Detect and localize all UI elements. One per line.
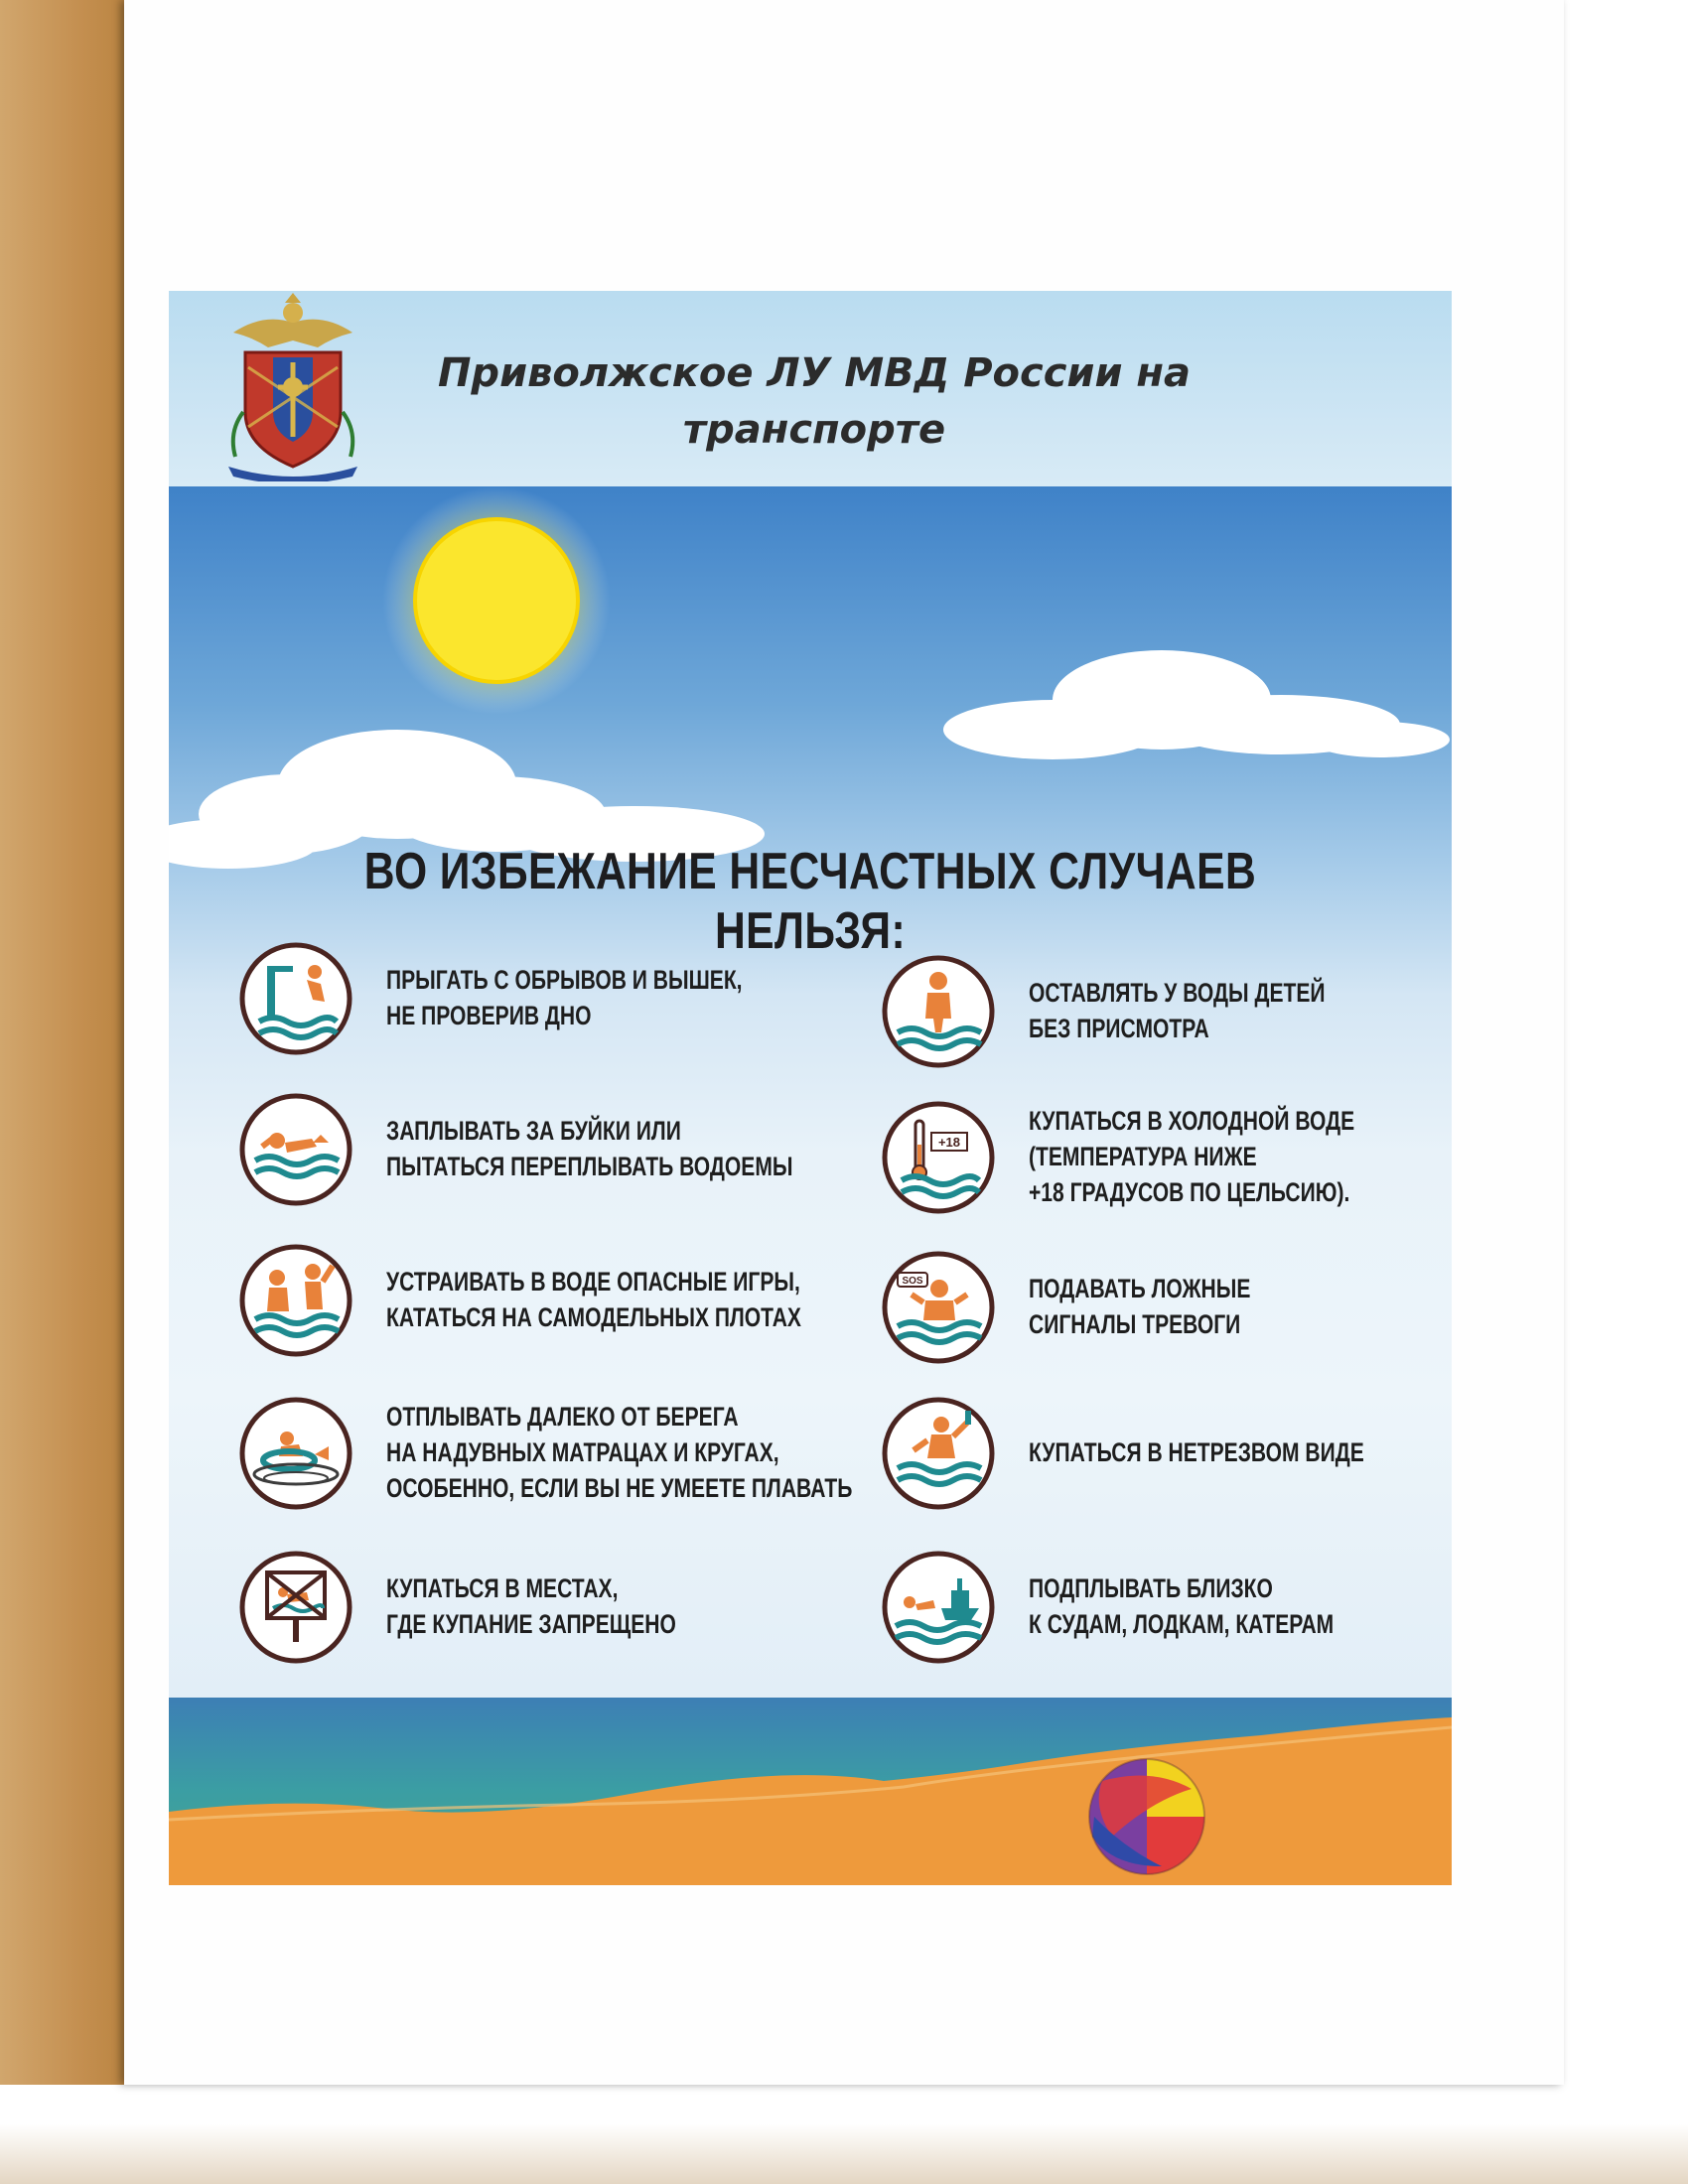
rule-item — [880, 1549, 1436, 1668]
rule-text: ПРЫГАТЬ С ОБРЫВОВ И ВЫШЕК, НЕ ПРОВЕРИВ ДНО — [386, 965, 743, 1030]
rule-item — [880, 1249, 1436, 1368]
diving-from-tower-icon — [237, 940, 354, 1057]
rule-text: КУПАТЬСЯ В ХОЛОДНОЙ ВОДЕ (ТЕМПЕРАТУРА НИЖЕ +18 ГРАДУСОВ ПО ЦЕЛЬСИЮ). — [1029, 1106, 1355, 1207]
wooden-surface-left — [0, 0, 134, 2085]
header-title: Приволжское ЛУ МВД России на транспорте — [437, 350, 1192, 453]
sos-label: SOS — [902, 1276, 923, 1287]
beach-scene — [169, 1698, 1452, 1885]
sun-icon — [415, 519, 578, 682]
rule-text: ЗАПЛЫВАТЬ ЗА БУЙКИ ИЛИ ПЫТАТЬСЯ ПЕРЕПЛЫВАТЬ ВОДОЕМЫ — [386, 1116, 793, 1181]
no-swimming-sign-icon — [237, 1549, 354, 1666]
inflatable-ring-icon — [237, 1395, 354, 1512]
rule-item — [237, 1091, 793, 1210]
rule-text: КУПАТЬСЯ В МЕСТАХ, ГДЕ КУПАНИЕ ЗАПРЕЩЕНО — [386, 1573, 676, 1639]
child-near-water-icon — [880, 953, 997, 1070]
main-heading: ВО ИЗБЕЖАНИЕ НЕСЧАСТНЫХ СЛУЧАЕВ НЕЛЬЗЯ: — [363, 843, 1257, 960]
drunk-swimming-icon — [880, 1395, 997, 1512]
dangerous-games-icon — [237, 1242, 354, 1359]
swimming-past-buoy-icon — [237, 1091, 354, 1208]
rule-text: ПОДАВАТЬ ЛОЖНЫЕ СИГНАЛЫ ТРЕВОГИ — [1029, 1274, 1251, 1339]
rule-item — [237, 1395, 853, 1514]
thermometer-label: +18 — [937, 1135, 961, 1150]
rule-text: ОСТАВЛЯТЬ У ВОДЫ ДЕТЕЙ БЕЗ ПРИСМОТРА — [1029, 978, 1326, 1043]
rule-text: ПОДПЛЫВАТЬ БЛИЗКО К СУДАМ, ЛОДКАМ, КАТЕРАМ — [1029, 1573, 1335, 1639]
rule-item — [237, 940, 793, 1059]
swimming-near-boat-icon — [880, 1549, 997, 1666]
wooden-surface-bottom — [0, 2085, 1688, 2184]
cloud-right-icon — [943, 650, 1450, 759]
mvd-emblem-icon — [223, 293, 362, 481]
rule-item — [880, 953, 1436, 1072]
rule-item — [880, 1395, 1436, 1514]
rule-item — [237, 1549, 793, 1668]
safety-poster — [169, 291, 1452, 1885]
cold-water-thermometer-icon — [880, 1099, 997, 1216]
poster-header — [169, 291, 1452, 486]
beach-ball-icon — [1089, 1759, 1204, 1874]
rule-text: УСТРАИВАТЬ В ВОДЕ ОПАСНЫЕ ИГРЫ, КАТАТЬСЯ НА САМОДЕЛЬНЫХ ПЛОТАХ — [386, 1267, 801, 1332]
rule-item — [237, 1242, 801, 1361]
rule-text: КУПАТЬСЯ В НЕТРЕЗВОМ ВИДЕ — [1029, 1437, 1364, 1467]
rule-text: ОТПЛЫВАТЬ ДАЛЕКО ОТ БЕРЕГА НА НАДУВНЫХ МАТРАЦАХ И КРУГАХ, ОСОБЕННО, ЕСЛИ ВЫ НЕ УМЕЕТЕ ПЛАВАТЬ — [386, 1402, 853, 1503]
rule-item — [880, 1099, 1436, 1218]
false-sos-signal-icon — [880, 1249, 997, 1366]
